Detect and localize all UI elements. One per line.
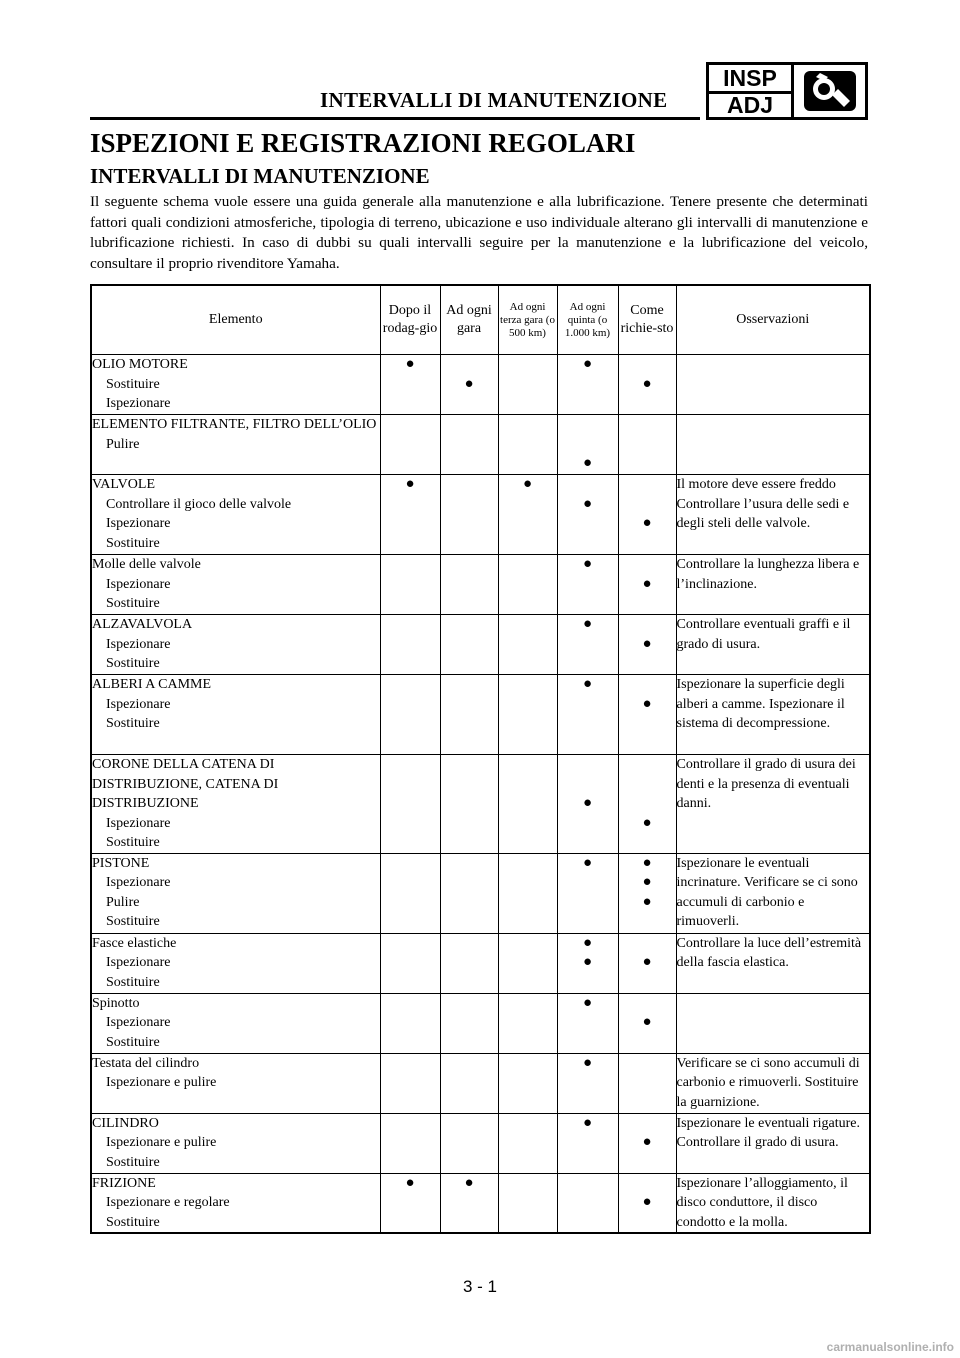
bullet-icon: ●	[464, 1174, 474, 1191]
element-title: Fasce elastiche	[92, 935, 177, 951]
interval-cell	[440, 993, 498, 1053]
bullet-icon: ●	[582, 556, 593, 572]
interval-cell	[618, 615, 676, 675]
badge-line-adj: ADJ	[726, 92, 773, 118]
bullet-icon: ●	[642, 954, 652, 970]
interval-cell	[498, 355, 557, 415]
table-row	[91, 755, 870, 854]
interval-cell	[557, 415, 618, 475]
observation-cell: Controllare eventuali graffi e il grado di usura.	[676, 615, 870, 675]
maintenance-table	[90, 284, 871, 1234]
interval-cell	[557, 1173, 618, 1233]
bullet-icon: ●	[582, 934, 593, 951]
element-action: Sostituire	[106, 1034, 160, 1050]
interval-cell	[380, 675, 440, 755]
interval-cell	[618, 1053, 676, 1113]
element-action: Sostituire	[106, 656, 160, 671]
bullet-icon: ●	[582, 994, 593, 1011]
table-row	[91, 675, 870, 755]
interval-cell	[440, 555, 498, 615]
bullet-icon: ●	[582, 954, 593, 970]
bullet-icon: ●	[582, 495, 593, 512]
element-action: Sostituire	[106, 835, 160, 850]
interval-cell	[618, 355, 676, 415]
table-row	[91, 933, 870, 993]
element-action: Ispezionare	[106, 875, 171, 890]
observation-cell	[676, 415, 870, 475]
header-observations: Osservazioni	[676, 285, 870, 355]
element-action: Ispezionare	[106, 955, 171, 970]
interval-cell	[380, 1173, 440, 1233]
interval-cell	[380, 475, 440, 555]
bullet-icon: ●	[642, 575, 652, 592]
interval-cell	[380, 355, 440, 415]
interval-cell	[557, 755, 618, 854]
table-row	[91, 853, 870, 933]
interval-cell	[498, 933, 557, 993]
interval-cell	[440, 933, 498, 993]
element-action: Ispezionare	[106, 1015, 171, 1030]
element-action: Sostituire	[106, 914, 160, 929]
element-action: Ispezionare	[106, 696, 171, 712]
interval-cell	[440, 1053, 498, 1113]
element-action: Ispezionare	[106, 396, 171, 411]
interval-cell	[618, 755, 676, 854]
interval-cell	[440, 853, 498, 933]
element-cell	[91, 1173, 380, 1233]
element-cell	[91, 675, 380, 755]
interval-cell	[440, 415, 498, 475]
header-every-fifth-race: Ad ogni quinta (o 1.000 km)	[557, 285, 618, 355]
interval-cell	[440, 355, 498, 415]
interval-cell	[557, 1053, 618, 1113]
element-cell	[91, 1113, 380, 1173]
interval-cell	[557, 1113, 618, 1173]
bullet-icon: ●	[642, 893, 652, 910]
observation-cell	[676, 355, 870, 415]
interval-cell	[380, 933, 440, 993]
table-row	[91, 415, 870, 475]
interval-cell	[498, 755, 557, 854]
observation-cell: Ispezionare le eventuali incrinature. Verificare se ci sono accumuli di carbonio e rimuoverli.	[676, 853, 870, 933]
bullet-icon: ●	[642, 695, 652, 712]
element-action: Sostituire	[106, 716, 160, 731]
element-action: Sostituire	[106, 596, 160, 611]
interval-cell	[440, 475, 498, 555]
interval-cell	[618, 415, 676, 475]
element-title: VALVOLE	[92, 477, 156, 492]
bullet-icon: ●	[642, 814, 652, 831]
element-cell	[91, 853, 380, 933]
bullet-icon: ●	[582, 1054, 593, 1071]
element-cell	[91, 415, 380, 475]
element-action: Sostituire	[106, 535, 160, 551]
observation-cell	[676, 993, 870, 1053]
element-title: ALBERI A CAMME	[92, 677, 212, 692]
header-element: Elemento	[91, 285, 380, 355]
table-row	[91, 1173, 870, 1233]
interval-cell	[380, 993, 440, 1053]
element-action: Ispezionare e regolare	[106, 1195, 230, 1210]
element-action: Pulire	[106, 436, 140, 452]
header-rule	[90, 117, 700, 120]
element-cell	[91, 755, 380, 854]
interval-cell	[498, 1053, 557, 1113]
bullet-icon: ●	[464, 375, 474, 392]
page-title: ISPEZIONI E REGISTRAZIONI REGOLARI	[90, 128, 636, 158]
interval-cell	[380, 1053, 440, 1113]
observation-cell: Verificare se ci sono accumuli di carbonio e rimuoverli. Sostituire la guarnizione.	[676, 1053, 870, 1113]
observation-cell: Il motore deve essere freddo Controllare l’usura delle sedi e degli steli delle valvole.	[676, 475, 870, 555]
running-title: INTERVALLI DI MANUTENZIONE	[320, 88, 668, 112]
bullet-icon: ●	[405, 476, 415, 492]
table-row	[91, 555, 870, 615]
interval-cell	[380, 415, 440, 475]
interval-cell	[440, 1173, 498, 1233]
bullet-icon: ●	[522, 476, 533, 492]
element-action: Ispezionare	[106, 636, 171, 652]
intro-paragraph: Il seguente schema vuole essere una guida generale alla manutenzione e alla lubrificazione. Tenere presente che determinati fattori quali condizioni atmosferiche, tipologia di terreno, ubicazione e uso individuale alterano gli intervalli di manutenzione e lubrificazione richiesti. In caso di dubbi su quali intervalli seguire per la manutenzione e la lubrificazione del veicolo, consultare il proprio rivenditore Yamaha.	[90, 193, 868, 272]
bullet-icon: ●	[642, 515, 652, 531]
interval-cell	[557, 555, 618, 615]
element-title: CORONE DELLA CATENA DI DISTRIBUZIONE, CATENA DI DISTRIBUZIONE	[92, 757, 279, 811]
header-every-third-race: Ad ogni terza gara (o 500 km)	[498, 285, 557, 355]
bullet-icon: ●	[642, 854, 652, 871]
watermark: carmanualsonline.info	[826, 1340, 954, 1354]
bullet-icon: ●	[582, 854, 593, 871]
element-cell	[91, 933, 380, 993]
observation-cell: Controllare la luce dell’estremità della fascia elastica.	[676, 933, 870, 993]
interval-cell	[380, 615, 440, 675]
header-every-race: Ad ogni gara	[440, 285, 498, 355]
element-cell	[91, 1053, 380, 1113]
element-action: Ispezionare	[106, 815, 171, 831]
bullet-icon: ●	[642, 375, 652, 392]
table-header-row	[91, 285, 870, 355]
element-action: Ispezionare	[106, 576, 171, 592]
interval-cell	[380, 555, 440, 615]
interval-cell	[557, 933, 618, 993]
bullet-icon: ●	[582, 455, 593, 471]
interval-cell	[618, 853, 676, 933]
table-row	[91, 355, 870, 415]
element-action: Sostituire	[106, 1154, 160, 1170]
insp-adj-badge	[706, 62, 868, 120]
interval-cell	[557, 993, 618, 1053]
interval-cell	[498, 675, 557, 755]
interval-cell	[498, 853, 557, 933]
observation-cell: Controllare il grado di usura dei denti e la presenza di eventuali danni.	[676, 755, 870, 854]
element-action: Sostituire	[106, 974, 160, 990]
interval-cell	[498, 1173, 557, 1233]
element-cell	[91, 475, 380, 555]
bullet-icon: ●	[642, 1194, 652, 1210]
header-as-required: Come richie-sto	[618, 285, 676, 355]
element-title: ALZAVALVOLA	[92, 617, 193, 632]
element-cell	[91, 993, 380, 1053]
interval-cell	[440, 755, 498, 854]
table-row	[91, 1113, 870, 1173]
badge-line-insp: INSP	[709, 65, 791, 94]
element-title: Molle delle valvole	[92, 557, 201, 572]
interval-cell	[440, 615, 498, 675]
element-title: CILINDRO	[92, 1115, 159, 1131]
observation-cell: Ispezionare la superficie degli alberi a camme. Ispezionare il sistema di decompressione.	[676, 675, 870, 755]
table-row	[91, 993, 870, 1053]
interval-cell	[618, 993, 676, 1053]
interval-cell	[498, 555, 557, 615]
element-title: OLIO MOTORE	[92, 357, 188, 372]
observation-cell: Controllare la lunghezza libera e l’inclinazione.	[676, 555, 870, 615]
interval-cell	[380, 755, 440, 854]
element-cell	[91, 355, 380, 415]
bullet-icon: ●	[582, 1114, 593, 1131]
element-title: Spinotto	[92, 995, 140, 1011]
element-action: Ispezionare	[106, 516, 171, 531]
interval-cell	[557, 675, 618, 755]
interval-cell	[380, 1113, 440, 1173]
element-title: ELEMENTO FILTRANTE, FILTRO DELL’OLIO	[92, 417, 377, 432]
bullet-icon: ●	[405, 1174, 415, 1191]
element-title: Testata del cilindro	[92, 1055, 200, 1071]
element-action: Sostituire	[106, 1214, 160, 1230]
interval-cell	[618, 933, 676, 993]
header-after-breakin: Dopo il rodag-gio	[380, 285, 440, 355]
interval-cell	[557, 615, 618, 675]
interval-cell	[498, 1113, 557, 1173]
interval-cell	[557, 355, 618, 415]
element-action: Sostituire	[106, 376, 160, 392]
page-number: 3 - 1	[462, 1277, 498, 1296]
bullet-icon: ●	[642, 874, 652, 890]
element-cell	[91, 615, 380, 675]
element-cell	[91, 555, 380, 615]
bullet-icon: ●	[642, 1134, 652, 1150]
interval-cell	[498, 993, 557, 1053]
interval-cell	[618, 1113, 676, 1173]
element-action: Pulire	[106, 894, 140, 910]
bullet-icon: ●	[582, 795, 593, 811]
wrench-icon	[794, 65, 865, 117]
table-row	[91, 1053, 870, 1113]
observation-cell: Ispezionare l’alloggiamento, il disco conduttore, il disco condotto e la molla.	[676, 1173, 870, 1233]
bullet-icon: ●	[642, 1014, 652, 1030]
interval-cell	[440, 1113, 498, 1173]
observation-cell: Ispezionare le eventuali rigature. Controllare il grado di usura.	[676, 1113, 870, 1173]
interval-cell	[380, 853, 440, 933]
badge-text-block	[709, 65, 794, 117]
bullet-icon: ●	[405, 356, 415, 372]
interval-cell	[618, 475, 676, 555]
element-action: Ispezionare e pulire	[106, 1075, 217, 1090]
interval-cell	[618, 555, 676, 615]
element-title: FRIZIONE	[92, 1175, 156, 1191]
interval-cell	[498, 475, 557, 555]
interval-cell	[440, 675, 498, 755]
element-title: PISTONE	[92, 855, 150, 871]
interval-cell	[557, 475, 618, 555]
element-action: Controllare il gioco delle valvole	[106, 496, 292, 512]
table-row	[91, 615, 870, 675]
bullet-icon: ●	[642, 635, 652, 652]
bullet-icon: ●	[582, 616, 593, 632]
interval-cell	[498, 615, 557, 675]
section-subtitle: INTERVALLI DI MANUTENZIONE	[90, 164, 430, 188]
bullet-icon: ●	[582, 356, 593, 372]
interval-cell	[618, 675, 676, 755]
element-action: Ispezionare e pulire	[106, 1135, 217, 1150]
interval-cell	[557, 853, 618, 933]
interval-cell	[618, 1173, 676, 1233]
table-row	[91, 475, 870, 555]
bullet-icon: ●	[582, 676, 593, 692]
interval-cell	[498, 415, 557, 475]
